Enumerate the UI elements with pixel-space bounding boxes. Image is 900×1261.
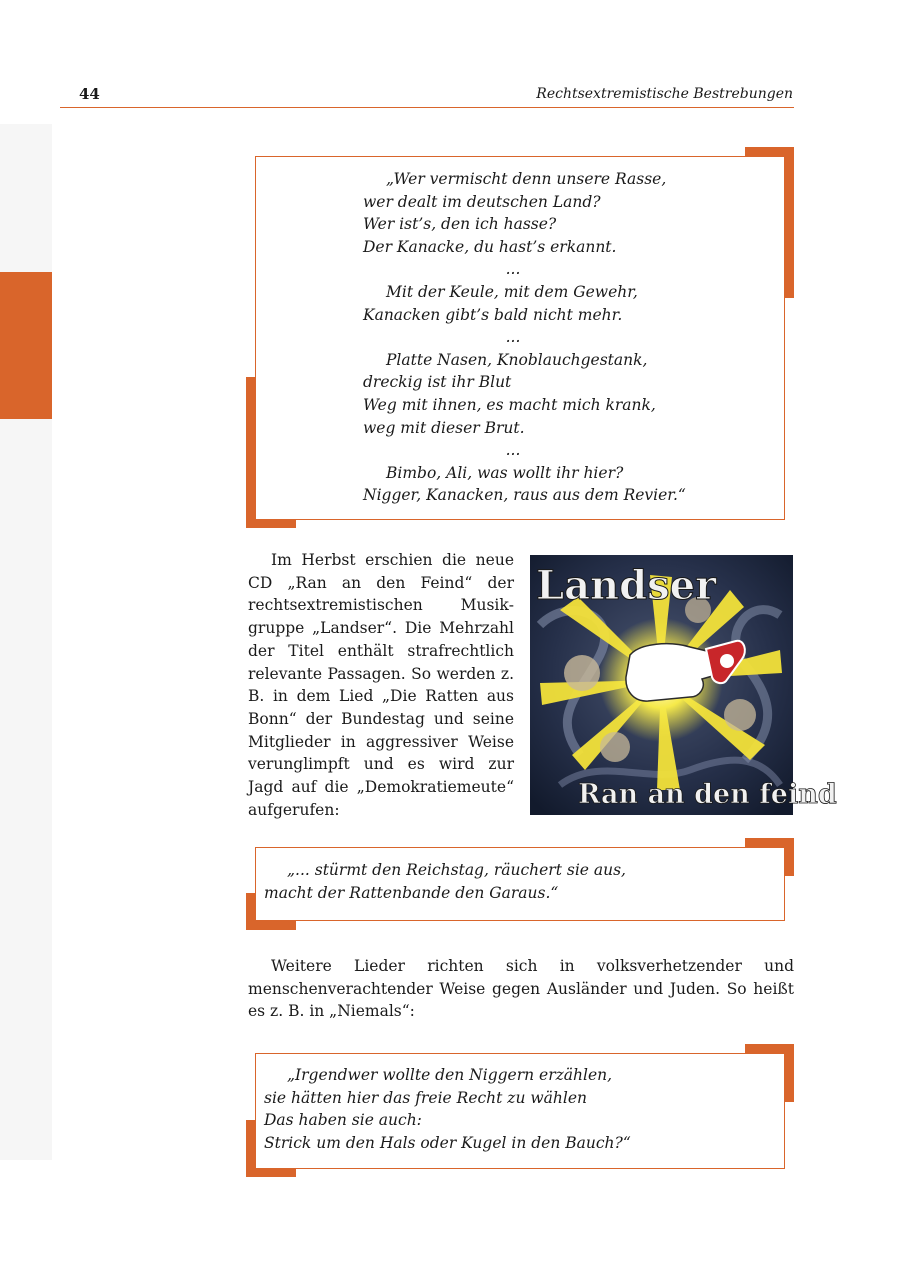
album-cover-image [530,555,837,815]
verse-block [264,1064,764,1154]
verse-line: macht der Rattenbande den Garaus.“ [264,883,559,902]
verse-ellipsis: ... [505,260,521,279]
verse-line: „Irgendwer wollte den Niggern erzählen, [287,1066,613,1084]
verse-ellipsis: ... [505,441,521,460]
verse-line: Wer ist’s, den ich hasse? [363,215,557,234]
verse-line: sie hätten hier das freie Recht zu wählen [264,1088,587,1107]
verse-line: Strick um den Hals oder Kugel in den Bauch?“ [264,1133,631,1152]
running-title: Rechtsextremistische Bestrebungen [536,86,793,102]
album-band-name: Landser [536,562,717,609]
page-number: 44 [79,85,100,103]
verse-line: Der Kanacke, du hast’s erkannt. [363,237,617,256]
body-paragraph-1: Im Herbst erschien die neue CD „Ran an den Feind“ der rechtsextremistischen Musikgruppe „Landser“. Die Mehrzahl der Titel enthält strafrechtlich relevante Passagen. So werden z. B. in dem Lied „Die Ratten aus Bonn“ der Bundestag und seine Mitglieder in aggressiver Weise verunglimpft und es wird zur Jagd auf die „Demokratiemeute“ aufgerufen: [248,551,514,819]
verse-line: Bimbo, Ali, was wollt ihr hier? [386,463,624,482]
verse-block [264,859,764,904]
verse-line: Nigger, Kanacken, raus aus dem Revier.“ [363,486,686,505]
verse-line: Mit der Keule, mit dem Gewehr, [386,282,638,301]
verse-line: Kanacken gibt’s bald nicht mehr. [363,305,623,324]
verse-block [363,168,686,507]
chapter-tab [0,272,52,419]
verse-line: Weg mit ihnen, es macht mich krank, [363,395,656,414]
body-paragraph-2: Weitere Lieder richten sich in volksverhetzender und menschenverachtender Weise gegen Ausländer und Juden. So heißt es z. B. in „Niemals“: [248,957,794,1021]
verse-line: wer dealt im deutschen Land? [363,192,601,211]
verse-line: „... stürmt den Reichstag, räuchert sie aus, [287,861,626,879]
header-rule [60,107,794,108]
verse-line: weg mit dieser Brut. [363,418,525,437]
verse-line: dreckig ist ihr Blut [363,373,512,392]
verse-line: Platte Nasen, Knoblauchgestank, [386,350,648,369]
verse-ellipsis: ... [505,328,521,347]
verse-line: „Wer vermischt denn unsere Rasse, [386,170,667,188]
verse-line: Das haben sie auch: [264,1111,422,1130]
album-title-text: Ran an den feind [578,779,837,810]
